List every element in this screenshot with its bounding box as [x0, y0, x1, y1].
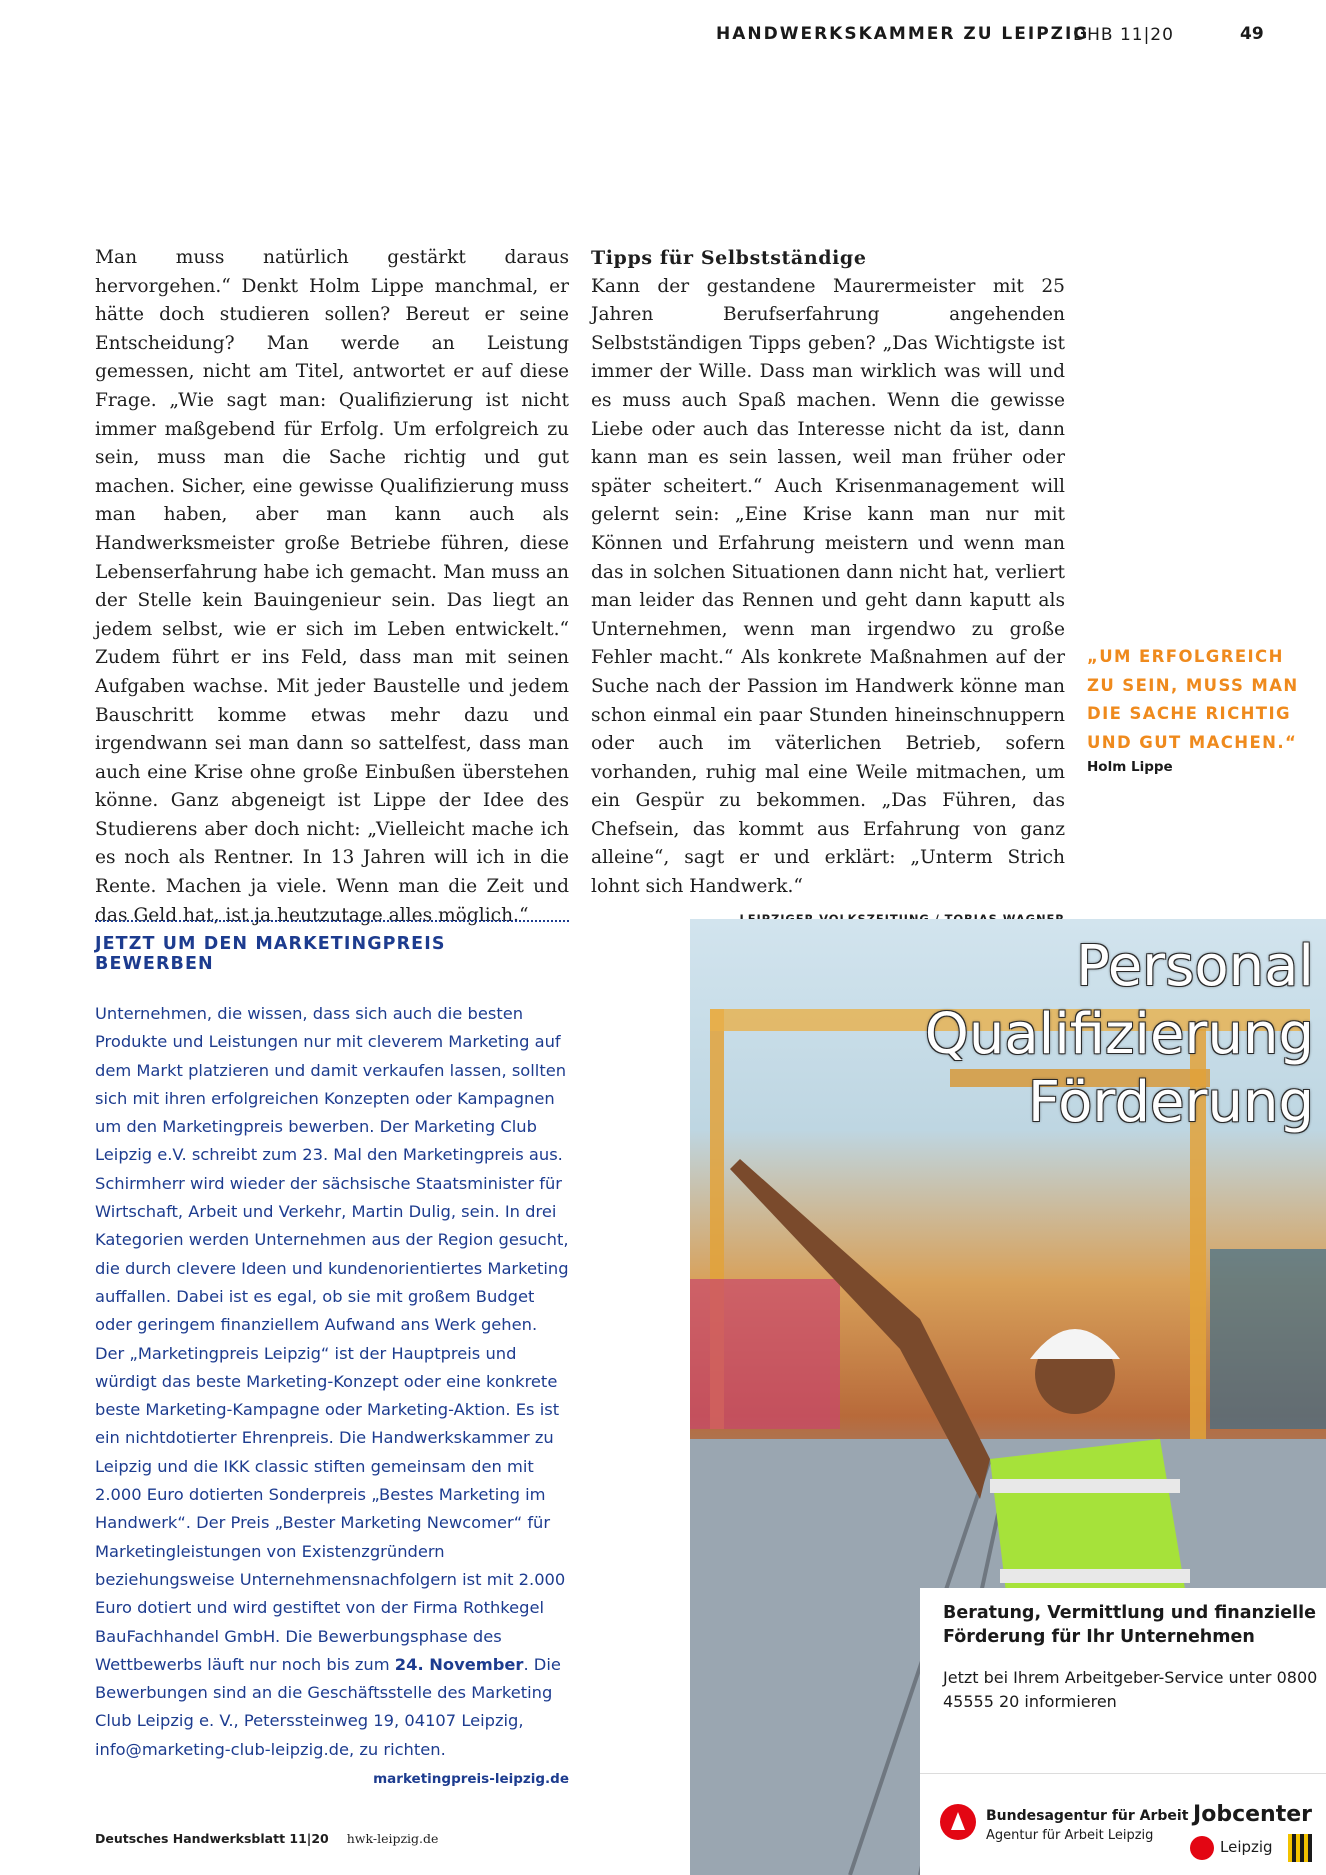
job-agency-advertisement — [690, 919, 1326, 1875]
page-footer — [95, 1831, 438, 1846]
footer-publication: Deutsches Handwerksblatt 11|20 — [95, 1831, 329, 1846]
ba-name: Bundesagentur für Arbeit — [986, 1808, 1189, 1824]
marketing-prize-box — [95, 920, 569, 1793]
pull-quote-author: Holm Lippe — [1087, 759, 1173, 776]
ad-headline-line: Personal — [1075, 934, 1314, 999]
article-paragraph: Man muss natürlich gestärkt daraus hervorgehen.“ Denkt Holm Lippe manchmal, er hätte doch studieren sollen? Bereut er seine Entscheidung? Man werde an Leistung gemessen, nicht am Titel, antwortet er auf diese Frage. „Wie sagt man: Qualifizierung ist nicht immer maßgebend für Erfolg. Um erfolgreich zu sein, muss man die Sache richtig und gut machen. Sicher, eine gewisse Qualifizierung muss man haben, aber man kann auch als Handwerksmeister große Betriebe führen, diese Lebenserfahrung habe ich gemacht. Man muss an der Stelle kein Bauingenieur sein. Das liegt an jedem selbst, wie er sich im Leben entwickelt.“ Zudem führt er ins Feld, dass man mit seinen Aufgaben wachse. Mit jeder Baustelle und jedem Bauschritt komme etwas mehr dazu und irgendwann sei man dann so sattelfest, dass man auch eine Krise ohne große Einbußen überstehen könne. Ganz abgeneigt ist Lippe der Idee des Studierens aber doch nicht: „Vielleicht mache ich es noch als Rentner. In 13 Jahren will ich in die Rente. Machen ja viele. Wenn man die Zeit und das Geld hat, ist ja heutzutage alles möglich.“ — [95, 247, 569, 926]
jobcenter-city: Leipzig — [1220, 1838, 1273, 1856]
article-column-middle — [591, 244, 1065, 928]
ad-headline-line: Qualifizierung — [924, 1002, 1314, 1067]
ad-text-panel — [920, 1588, 1326, 1711]
ad-panel-text: Jetzt bei Ihrem Arbeitgeber-Service unter 0800 45555 20 informieren — [943, 1668, 1318, 1711]
dotted-divider — [95, 920, 569, 922]
footer-url[interactable]: hwk-leipzig.de — [346, 1831, 439, 1846]
marketing-prize-link[interactable]: marketingpreis-leipzig.de — [373, 1771, 569, 1788]
leipzig-crest-icon — [1288, 1834, 1312, 1862]
ad-headline — [925, 933, 1314, 1137]
issue-label: DHB 11|20 — [1073, 25, 1174, 45]
marketing-box-text — [95, 1000, 569, 1788]
publication-name: HANDWERKSKAMMER ZU LEIPZIG — [716, 24, 1090, 44]
pull-quote-text: „UM ERFOLGREICH ZU SEIN, MUSS MAN DIE SACHE RICHTIG UND GUT MACHEN.“ — [1087, 647, 1299, 752]
marketing-text-part: . Die Bewerbungen sind an die Geschäftsstelle des Marketing Club Leipzig e. V., Peterssteinweg 19, 04107 Leipzig, info@marketing-club-leipzig.de, zu richten. — [95, 1654, 561, 1759]
ad-logo-bar — [920, 1773, 1326, 1875]
marketing-box-title: JETZT UM DEN MARKETINGPREIS BEWERBEN — [95, 934, 446, 974]
jobcenter-name: Jobcenter — [1193, 1802, 1312, 1827]
article-subheading: Tipps für Selbstständige — [591, 247, 867, 269]
page-number: 49 — [1240, 24, 1264, 44]
deadline-date: 24. November — [394, 1654, 524, 1674]
marketing-text-part: Unternehmen, die wissen, dass sich auch die besten Produkte und Leistungen nur mit cleverem Marketing auf dem Markt platzieren und damit verkaufen lassen, sollten sich mit ihren erfolgreichen Konzepten oder Kampagnen um den Marketingpreis bewerben. Der Marketing Club Leipzig e.V. schreibt zum 23. Mal den Marketingpreis aus. Schirmherr wird wieder der sächsische Staatsminister für Wirtschaft, Arbeit und Verkehr, Martin Dulig, sein. In drei Kategorien werden Unternehmen aus der Region gesucht, die durch clevere Ideen und kundenorientiertes Marketing auffallen. Dabei ist es egal, ob sie mit großem Budget oder geringem finanziellem Aufwand ans Werk gehen. Der „Marketingpreis Leipzig“ ist der Hauptpreis und würdigt das beste Marketing-Konzept oder eine konkrete beste Marketing-Kampagne oder Marketing-Aktion. Es ist ein nichtdotierter Ehrenpreis. Die Handwerkskammer zu Leipzig und die IKK classic stiften gemeinsam den mit 2.000 Euro dotierten Sonderpreis „Bestes Marketing im Handwerk“. Der Preis „Bester Marketing Newcomer“ für Marketingleistungen von Existenzgründern beziehungsweise Unternehmensnachfolgern ist mit 2.000 Euro dotiert und wird gestiftet von der Firma Rothkegel BauFachhandel GmbH. Die Bewerbungsphase des Wettbewerbs läuft nur noch bis zum — [95, 1004, 569, 1674]
article-column-left — [95, 244, 569, 930]
ad-headline-line: Förderung — [1027, 1070, 1314, 1135]
article-paragraph: Kann der gestandene Maurermeister mit 25 Jahren Berufserfahrung angehenden Selbstständigen Tipps geben? „Das Wichtigste ist immer der Wille. Dass man wirklich was will und es muss auch Spaß machen. Wenn die gewisse Liebe oder auch das Interesse nicht da ist, dann kann man es sein lassen, weil man früher oder später scheitert.“ Auch Krisenmanagement will gelernt sein: „Eine Krise kann man nur mit Können und Erfahrung meistern und wenn man das in solchen Situationen dann nicht hat, verliert man leider das Rennen und geht dann kaputt als Unternehmen, wenn man irgendwo zu große Fehler macht.“ Als konkrete Maßnahmen auf der Suche nach der Passion im Handwerk könne man schon einmal ein paar Stunden hineinschnuppern oder auch im väterlichen Betrieb, sofern vorhanden, ruhig mal eine Weile mitmachen, um ein Gespür zu bekommen. „Das Führen, das Chefsein, das kommt aus Erfahrung von ganz alleine“, sagt er und erklärt: „Unterm Strich lohnt sich Handwerk.“ — [591, 275, 1065, 898]
pull-quote — [1087, 643, 1317, 775]
ad-panel-title: Beratung, Vermittlung und finanzielle Förderung für Ihr Unternehmen — [943, 1603, 1316, 1647]
ba-subtitle: Agentur für Arbeit Leipzig — [986, 1828, 1154, 1843]
jobcenter-logo-icon — [1190, 1836, 1214, 1860]
bundesagentur-logo-icon — [940, 1804, 976, 1840]
page-header — [0, 24, 1326, 54]
